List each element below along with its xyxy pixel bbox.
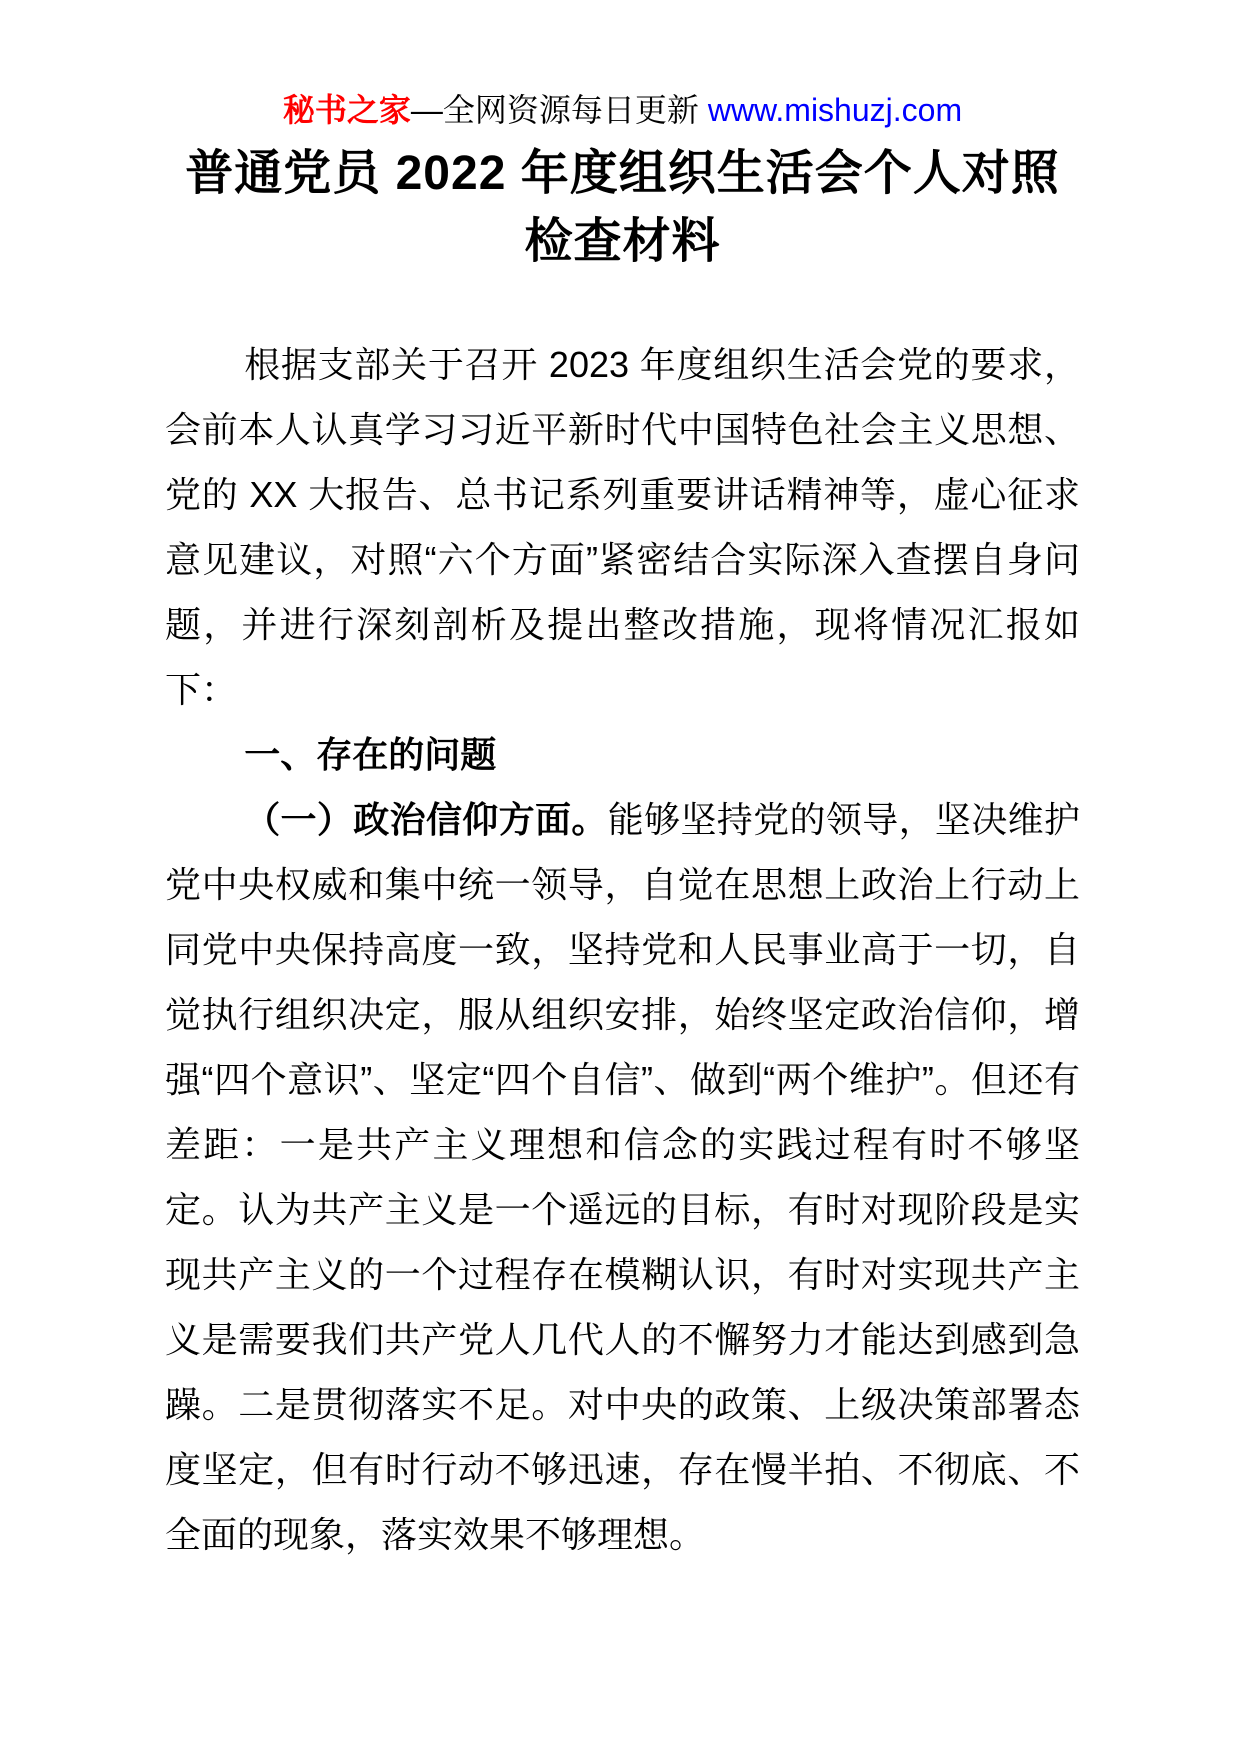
document-title-line-1: 普通党员 2022 年度组织生活会个人对照 <box>185 147 1060 200</box>
item-1-text: 能够坚持党的领导，坚决维护党中央权威和集中统一领导，自觉在思想上政治上行动上同党中央保持高度一致，坚持党和人民事业高于一切，自觉执行组织决定，服从组织安排，始终坚定政治信仰，增强“四个意识”、坚定“四个自信”、做到“两个维护”。但还有差距：一是共产主义理想和信念的实践过程有时不够坚定。认为共产主义是一个遥远的目标，有时对现阶段是实现共产主义的一个过程存在模糊认识，有时对实现共产主义是需要我们共产党人几代人的不懈努力才能达到感到急躁。二是贯彻落实不足。对中央的政策、上级决策部署态度坚定，但有时行动不够迅速，存在慢半拍、不彻底、不全面的现象，落实效果不够理想。 <box>165 799 1080 1555</box>
document-title-line-2: 检查材料 <box>524 215 721 268</box>
section-1-heading: 一、存在的问题 <box>244 734 497 775</box>
item-1-lead: （一）政治信仰方面。 <box>244 799 608 840</box>
intro-paragraph: 根据支部关于召开 2023 年度组织生活会党的要求，会前本人认真学习习近平新时代中国特色社会主义思想、党的 XX 大报告、总书记系列重要讲话精神等，虚心征求意见建议，对照“六个方面”紧密结合实际深入查摆自身问题，并进行深刻剖析及提出整改措施，现将情况汇报如下： <box>165 344 1080 710</box>
site-brand: 秘书之家 <box>282 92 411 128</box>
site-header <box>165 88 1080 132</box>
document-body <box>165 332 1080 1567</box>
document-title <box>165 140 1080 276</box>
site-url-link[interactable]: www.mishuzj.com <box>707 92 963 128</box>
site-tagline: —全网资源每日更新 <box>410 92 708 128</box>
item-1-paragraph <box>165 787 1080 1567</box>
